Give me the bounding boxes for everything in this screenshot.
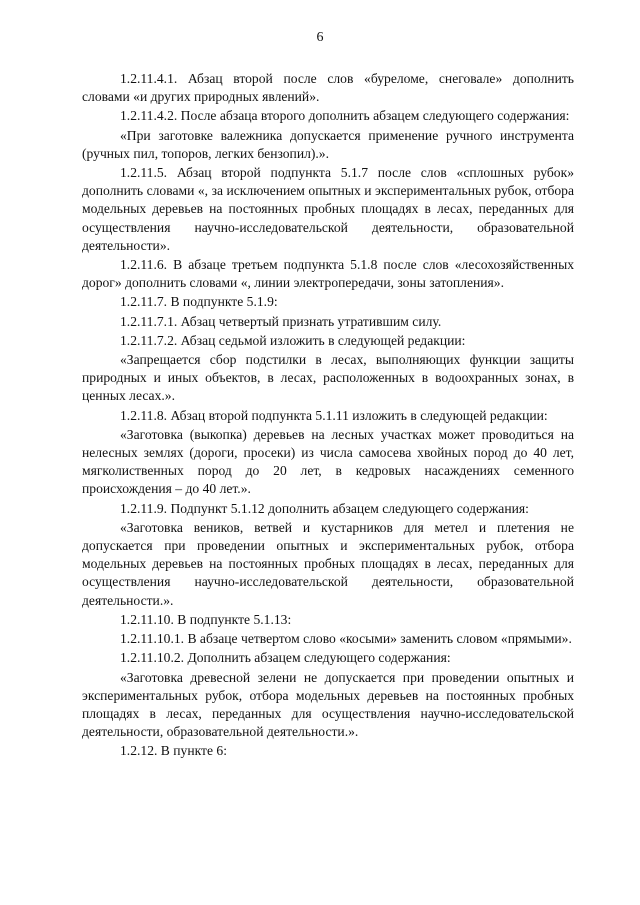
paragraph-1-2-11-7-1: 1.2.11.7.1. Абзац четвертый признать утратившим силу. <box>120 313 442 329</box>
paragraph-1-2-11-7: 1.2.11.7. В подпункте 5.1.9: <box>120 294 278 310</box>
quote-paragraph: «Запрещается сбор подстилки в лесах, выполняющих функции защиты природных и иных объектов, в лесах, расположенных в водоохранных зонах, в ценных лесах.». <box>82 352 574 404</box>
paragraph-1-2-11-10: 1.2.11.10. В подпункте 5.1.13: <box>120 611 292 627</box>
paragraph-1-2-11-5: 1.2.11.5. Абзац второй подпункта 5.1.7 после слов «сплошных рубок» дополнить словами «, за исключением опытных и экспериментальных рубок, отбора модельных деревьев на постоянных пробных площадях в лесах, переданных для осуществления научно-исследовательской деятельности, образовательной деятельности». <box>82 165 574 253</box>
quote-paragraph: «Заготовка древесной зелени не допускается при проведении опытных и экспериментальных рубок, отбора модельных деревьев на постоянных пробных площадях в лесах, переданных для осуществления научно-исследовательской деятельности, образовательной деятельности.». <box>82 669 574 740</box>
paragraph-1-2-11-4-1: 1.2.11.4.1. Абзац второй после слов «буреломе, снеговале» дополнить словами «и других природных явлений». <box>82 71 574 105</box>
paragraph-1-2-11-7-2: 1.2.11.7.2. Абзац седьмой изложить в следующей редакции: <box>120 332 466 348</box>
paragraph-1-2-11-9: 1.2.11.9. Подпункт 5.1.12 дополнить абзацем следующего содержания: <box>120 500 529 516</box>
paragraph-1-2-12: 1.2.12. В пункте 6: <box>120 743 227 759</box>
paragraph-1-2-11-10-1: 1.2.11.10.1. В абзаце четвертом слово «косыми» заменить словом «прямыми». <box>120 631 572 647</box>
quote-paragraph: «Заготовка (выкопка) деревьев на лесных участках может проводиться на нелесных землях (дороги, просеки) из числа самосева хвойных пород до 40 лет, мягколиственных пород до 20 лет, в кедровых насаждениях семенного происхождения – до 40 лет.». <box>82 426 574 497</box>
document-body <box>82 70 574 761</box>
paragraph-1-2-11-8: 1.2.11.8. Абзац второй подпункта 5.1.11 изложить в следующей редакции: <box>120 407 548 423</box>
quote-paragraph: «Заготовка веников, ветвей и кустарников для метел и плетения не допускается при проведении опытных и экспериментальных рубок, отбора модельных деревьев на постоянных пробных площадях в лесах, переданных для осуществления научно-исследовательской деятельности, образовательной деятельности.». <box>82 519 574 608</box>
paragraph-1-2-11-6: 1.2.11.6. В абзаце третьем подпункта 5.1.8 после слов «лесохозяйственных дорог» дополнить словами «, линии электропередачи, зоны затопления». <box>82 257 574 291</box>
page-number: 6 <box>316 30 324 45</box>
paragraph-1-2-11-4-2: 1.2.11.4.2. После абзаца второго дополнить абзацем следующего содержания: <box>120 108 570 124</box>
quote-paragraph: «При заготовке валежника допускается применение ручного инструмента (ручных пил, топоров, легких бензопил).». <box>82 127 574 161</box>
paragraph-1-2-11-10-2: 1.2.11.10.2. Дополнить абзацем следующего содержания: <box>120 650 451 666</box>
